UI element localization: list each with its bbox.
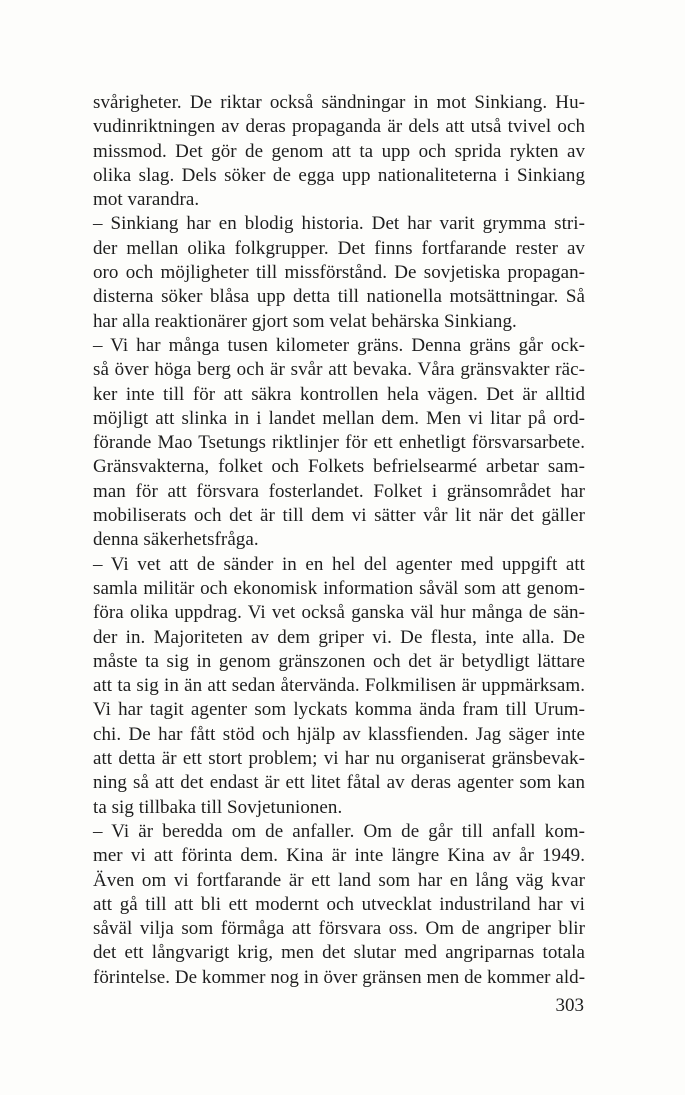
text-line: oro och möjligheter till missförstånd. De sovjetiska propagan- <box>93 262 585 284</box>
paragraph <box>93 212 585 333</box>
paragraph <box>93 553 585 820</box>
text-line: har alla reaktionärer gjort som velat behärska Sinkiang. <box>93 310 517 332</box>
text-line: att gå till att bli ett modernt och utvecklat industriland har vi <box>93 893 585 915</box>
text-line: att detta är ett stort problem; vi har nu organiserat gränsbevak- <box>93 748 585 770</box>
text-line: chi. De har fått stöd och hjälp av klassfienden. Jag säger inte <box>93 723 585 745</box>
text-line: det ett långvarigt krig, men det slutar med angriparnas totala <box>93 942 585 964</box>
text-line: – Vi är beredda om de anfaller. Om de går till anfall kom- <box>93 820 585 842</box>
text-line: möjligt att slinka in i landet mellan dem. Men vi litar på ord- <box>93 407 585 429</box>
paragraph <box>93 334 585 553</box>
paragraph <box>93 820 585 990</box>
text-line: Gränsvakterna, folket och Folkets befrielsearmé arbetar sam- <box>93 456 585 478</box>
text-line: mer vi att förinta dem. Kina är inte längre Kina av år 1949. <box>93 845 585 867</box>
text-line: förintelse. De kommer nog in över gränsen men de kommer ald- <box>93 966 586 988</box>
text-line: der in. Majoriteten av dem griper vi. De flesta, inte alla. De <box>93 626 585 648</box>
text-line: mot varandra. <box>93 189 200 211</box>
page-text <box>93 91 585 990</box>
text-line: disterna söker blåsa upp detta till nationella motsättningar. Så <box>93 286 585 308</box>
page-number: 303 <box>555 995 584 1016</box>
paragraph <box>93 91 585 212</box>
text-line: Även om vi fortfarande är ett land som har en lång väg kvar <box>93 869 585 891</box>
text-line: ker inte till för att säkra kontrollen hela vägen. Det är alltid <box>93 383 585 405</box>
text-line: förande Mao Tsetungs riktlinjer för ett enhetligt försvarsarbete. <box>93 432 585 454</box>
text-line: mobiliserats och det är till dem vi sätter vår lit när det gäller <box>93 505 585 527</box>
text-line: så över höga berg och är svår att bevaka. Våra gränsvakter räc- <box>93 359 585 381</box>
text-line: måste ta sig in genom gränszonen och det är betydligt lättare <box>93 650 585 672</box>
text-line: man för att försvara fosterlandet. Folket i gränsområdet har <box>93 480 585 502</box>
text-line: ning så att det endast är ett litet fåtal av deras agenter som kan <box>93 772 585 794</box>
text-line: – Vi har många tusen kilometer gräns. Denna gräns går ock- <box>93 334 585 356</box>
text-line: föra olika uppdrag. Vi vet också ganska väl hur många de sän- <box>93 602 585 624</box>
text-line: – Sinkiang har en blodig historia. Det har varit grymma stri- <box>93 213 585 235</box>
text-line: såväl vilja som förmåga att försvara oss. Om de angriper blir <box>93 918 585 940</box>
text-line: att ta sig in än att sedan återvända. Folkmilisen är uppmärksam. <box>93 675 585 697</box>
text-line: olika slag. Dels söker de egga upp nationaliteterna i Sinkiang <box>93 164 585 186</box>
text-line: denna säkerhetsfråga. <box>93 529 259 551</box>
text-line: vudinriktningen av deras propaganda är dels att utså tvivel och <box>93 116 585 138</box>
text-line: samla militär och ekonomisk information såväl som att genom- <box>93 577 585 599</box>
text-line: – Vi vet att de sänder in en hel del agenter med uppgift att <box>93 553 585 575</box>
text-line: der mellan olika folkgrupper. Det finns fortfarande rester av <box>93 237 585 259</box>
text-line: svårigheter. De riktar också sändningar in mot Sinkiang. Hu- <box>93 92 585 113</box>
text-line: missmod. Det gör de genom att ta upp och sprida rykten av <box>93 140 585 162</box>
text-line: Vi har tagit agenter som lyckats komma ända fram till Urum- <box>93 699 585 721</box>
text-line: ta sig tillbaka till Sovjetunionen. <box>93 796 343 818</box>
